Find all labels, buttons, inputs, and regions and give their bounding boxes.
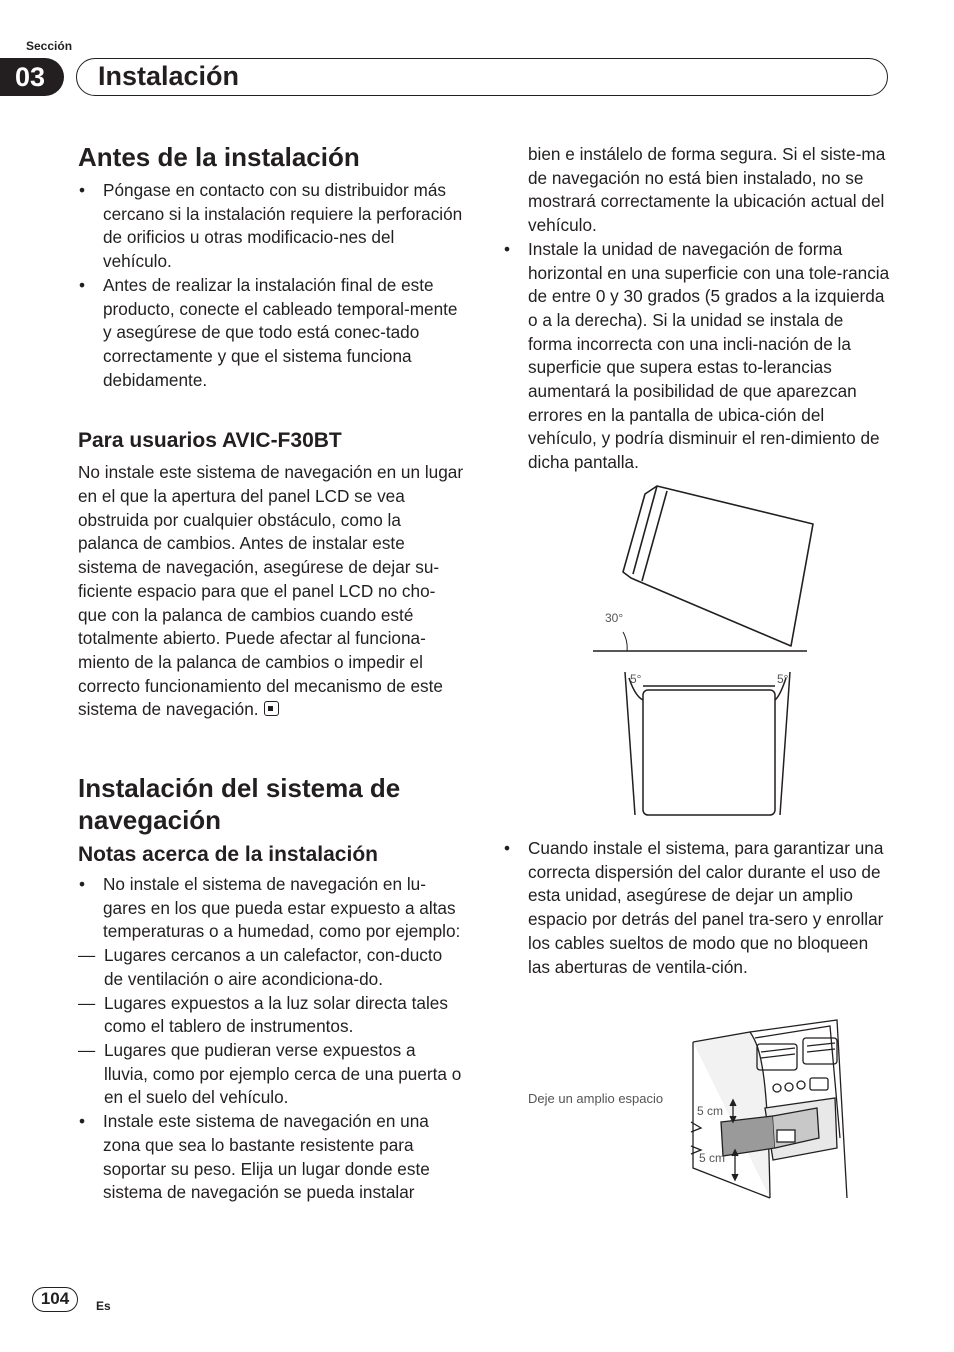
left-column xyxy=(78,141,464,1205)
right-angle-label: 5° xyxy=(777,672,789,686)
heat-dispersion-list xyxy=(503,837,891,979)
avic-paragraph xyxy=(78,461,464,722)
page-number: 104 xyxy=(32,1287,78,1312)
tilt-tolerance-diagram xyxy=(585,482,815,822)
top-gap-label: 5 cm xyxy=(697,1104,724,1118)
section-title: Instalación xyxy=(76,58,888,96)
avic-paragraph-text: No instale este sistema de navegación en un lugar en el que la apertura del panel LCD se vea obstruida por cualquier obstáculo, como la palanca de cambios. Antes de instalar este sistema de navegación, asegúrese de dejar su-ficiente espacio para que el panel LCD no cho-que con la palanca de cambios cuando esté totalmente abierto. Puede afectar al funciona-miento de la palanca de cambios o impedir el correcto funcionamiento del mecanismo de este sistema de navegación. xyxy=(78,462,464,720)
list-item: • Antes de realizar la instalación final de este producto, conecte el cableado temporal-mente y asegúrese de que todo está conec-tado correctamente y que el sistema funciona debidamente. xyxy=(78,274,464,393)
dashboard-spacing-diagram xyxy=(525,1018,865,1200)
horizontal-install-list xyxy=(503,238,891,475)
end-mark-icon xyxy=(264,701,279,716)
list-item-text: No instale el sistema de navegación en lu-gares en los que pueda estar expuesto a altas temperaturas o a humedad, como por ejemplo: xyxy=(103,874,461,942)
before-installation-list xyxy=(78,179,464,392)
sub-list xyxy=(78,944,464,1110)
space-label: Deje un amplio espacio xyxy=(528,1091,664,1106)
sub-list-item: — Lugares que pudieran verse expuestos a lluvia, como por ejemplo cerca de una puerta o en el suelo del vehículo. xyxy=(78,1039,464,1110)
language-code: Es xyxy=(96,1299,111,1313)
list-item xyxy=(78,873,464,1110)
installation-notes-list xyxy=(78,873,464,1205)
list-item: • Póngase en contacto con su distribuidor más cercano si la instalación requiere la perforación de orificios u otras modificacio-nes del vehículo. xyxy=(78,179,464,274)
left-angle-label: 5° xyxy=(630,672,642,686)
section-number-badge: 03 xyxy=(0,58,64,96)
heading-installation: Instalación del sistema de navegación xyxy=(78,773,401,836)
list-item: • Cuando instale el sistema, para garantizar una correcta dispersión del calor durante el uso de esta unidad, asegúrese de dejar un amplio espacio por detrás del panel tra-sero y enrollar los cables sueltos de modo que no bloqueen las aberturas de ventila-ción. xyxy=(503,837,891,979)
heading-installation-notes: Notas acerca de la instalación xyxy=(78,843,378,867)
list-item: • Instale la unidad de navegación de forma horizontal en una superficie con una tole-rancia de entre 0 y 30 grados (5 grados a la izquierda o a la derecha). Si la unidad se instala de forma incorrecta con una incli-nación de la superficie que supera estas to-lerancias aumentará la posibilidad de que aparezcan errores en la pantalla de ubica-ción del vehículo, y podría disminuir el ren-dimiento de dicha pantalla. xyxy=(503,238,891,475)
heading-before-installation: Antes de la instalación xyxy=(78,142,360,172)
right-column xyxy=(503,143,891,475)
sub-list-item: — Lugares cercanos a un calefactor, con-ducto de ventilación o aire acondiciona-do. xyxy=(78,944,464,991)
list-item: • Instale este sistema de navegación en una zona que sea lo bastante resistente para soportar su peso. Elija un lugar donde este sistema de navegación se pueda instalar xyxy=(78,1110,464,1205)
continued-paragraph: bien e instálelo de forma segura. Si el siste-ma de navegación no está bien instalado, no se mostrará correctamente la ubicación actual del vehículo. xyxy=(528,144,886,236)
section-label: Sección xyxy=(26,39,73,53)
heading-avic-users: Para usuarios AVIC-F30BT xyxy=(78,429,342,453)
tilt-angle-label: 30° xyxy=(605,611,624,625)
bottom-gap-label: 5 cm xyxy=(699,1151,726,1165)
sub-list-item: — Lugares expuestos a la luz solar directa tales como el tablero de instrumentos. xyxy=(78,992,464,1039)
right-column-lower xyxy=(503,837,891,979)
